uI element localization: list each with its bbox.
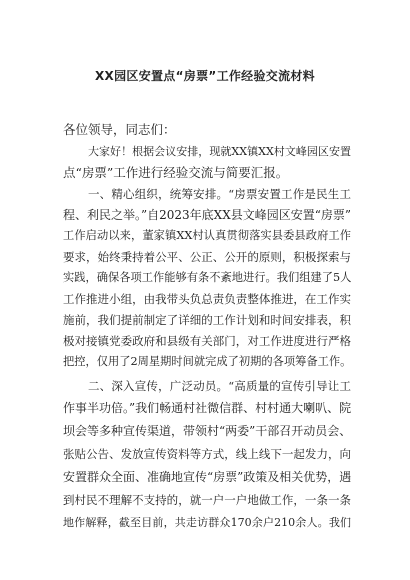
body-line: 要求，始终秉持着公平、公正、公开的原则，积极探索与 [63, 250, 351, 264]
body-line: 点“房票”工作进行经验交流与简要汇报。 [63, 165, 289, 180]
body-line: 到村民不理解不支持的，就一户一户地做工作，一条一条 [63, 493, 351, 507]
body-line: 安置群众全面、准确地宣传“房票”政策及相关优势，遇 [63, 470, 352, 484]
document-title: XX园区安置点“房票”工作经验交流材料 [95, 69, 315, 83]
body-line: 把控，仅用了2周星期时间就完成了初期的各项筹备工作。 [63, 355, 352, 368]
body-line: 地作解释，截至目前，共走访群众170余户210余人。我们 [63, 516, 351, 529]
section-heading-line: 一、精心组织，统筹安排。“房票安置工作是民生工 [88, 187, 351, 201]
body-line: 施前，我们提前制定了详细的工作计划和时间安排表，积 [63, 313, 351, 327]
body-line: 实践，确保各项工作能够有条不紊地进行。我们组建了5人 [63, 271, 352, 284]
section-heading-line: 二、深入宣传，广泛动员。“高质量的宣传引导让工 [88, 379, 351, 393]
body-line: 坝会等多种宣传渠道，带领村“两委”干部召开动员会、 [63, 424, 352, 438]
salutation-line: 各位领导，同志们： [63, 122, 176, 137]
body-line: 大家好！根据会议安排，现就XX镇XX村文峰园区安置 [88, 145, 351, 158]
body-line: 程、利民之举。”自2023年底XX县文峰园区安置“房票” [63, 208, 352, 222]
body-line: 工作推进小组，由我带头负总责负责整体推进，在工作实 [63, 292, 351, 306]
body-line: 极对接镇党委政府和县级有关部门，对工作进度进行严格 [63, 334, 351, 348]
body-line: 工作启动以来，董家镇XX村认真贯彻落实县委县政府工作 [63, 229, 351, 242]
body-line: 张贴公告、发放宣传资料等方式，线上线下一起发力，向 [63, 447, 351, 461]
body-line: 作事半功倍。”我们畅通村社微信群、村村通大喇叭、院 [63, 401, 352, 415]
